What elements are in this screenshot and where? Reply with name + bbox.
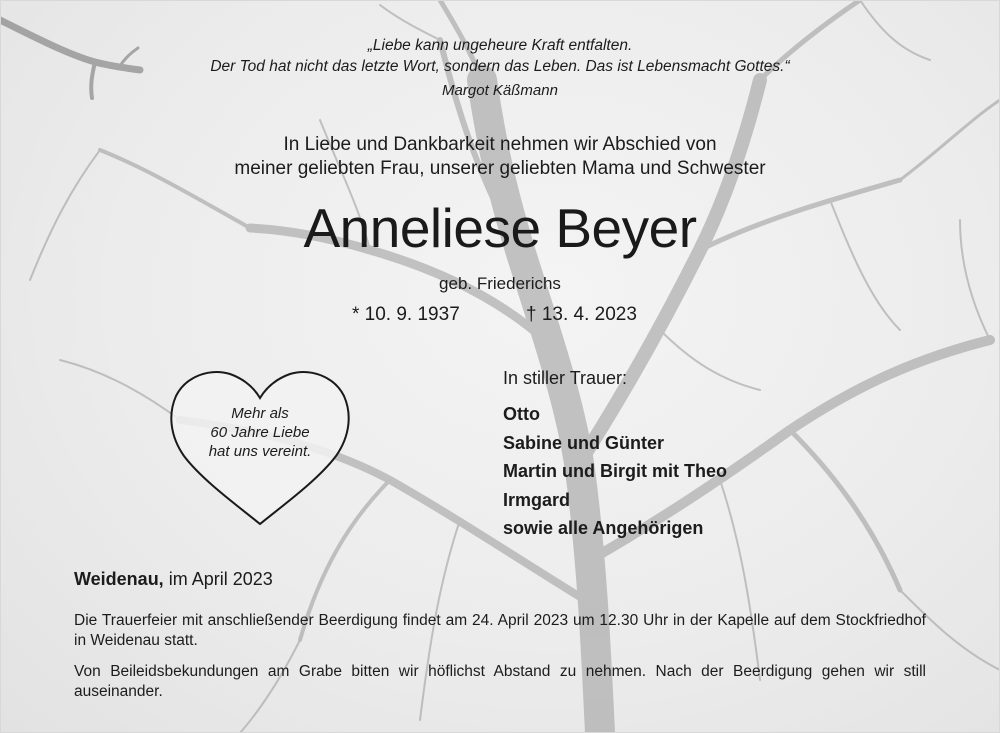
- heart-line-2: 60 Jahre Liebe: [210, 424, 310, 441]
- intro-line-2: meiner geliebten Frau, unserer geliebten Mama und Schwester: [234, 158, 766, 179]
- heart-line-1: Mehr als: [231, 405, 289, 422]
- place-date: im April 2023: [168, 569, 273, 589]
- quote-author: Margot Käßmann: [442, 82, 558, 99]
- mourner-name: Martin und Birgit mit Theo: [503, 461, 727, 481]
- mourning-label: In stiller Trauer:: [503, 368, 628, 388]
- bible-quote: [0, 35, 1000, 77]
- deceased-name: Anneliese Beyer: [303, 197, 697, 259]
- birth-date: * 10. 9. 1937: [352, 304, 460, 325]
- mourner-name: Sabine und Günter: [503, 432, 665, 453]
- mourner-name: sowie alle Angehörigen: [503, 518, 704, 538]
- intro-line-1: In Liebe und Dankbarkeit nehmen wir Abschied von: [283, 134, 717, 155]
- heart-line-3: hat uns vereint.: [208, 443, 312, 460]
- mourners-list: [503, 400, 727, 543]
- mourner-name: Irmgard: [503, 489, 571, 510]
- mourner-name: Otto: [503, 404, 540, 424]
- farewell-intro: [0, 133, 1000, 181]
- life-dates: [0, 304, 1000, 328]
- place-and-date: [74, 569, 273, 590]
- place-city: Weidenau,: [74, 569, 164, 589]
- maiden-name: geb. Friederichs: [439, 274, 561, 293]
- quote-line-1: „Liebe kann ungeheure Kraft entfalten.: [367, 37, 633, 54]
- condolence-note-paragraph: Von Beileidsbekundungen am Grabe bitten wir höflichst Abstand zu nehmen. Nach der Beerdigung gehen wir still auseinander.: [74, 663, 926, 700]
- funeral-info-paragraph: Die Trauerfeier mit anschließender Beerdigung findet am 24. April 2023 um 12.30 Uhr in der Kapelle auf dem Stockfriedhof in Weidenau statt.: [74, 612, 926, 649]
- heart-text: [190, 404, 330, 461]
- death-date: † 13. 4. 2023: [526, 304, 637, 325]
- quote-line-2: Der Tod hat nicht das letzte Wort, sondern das Leben. Das ist Lebensmacht Gottes.“: [210, 58, 790, 75]
